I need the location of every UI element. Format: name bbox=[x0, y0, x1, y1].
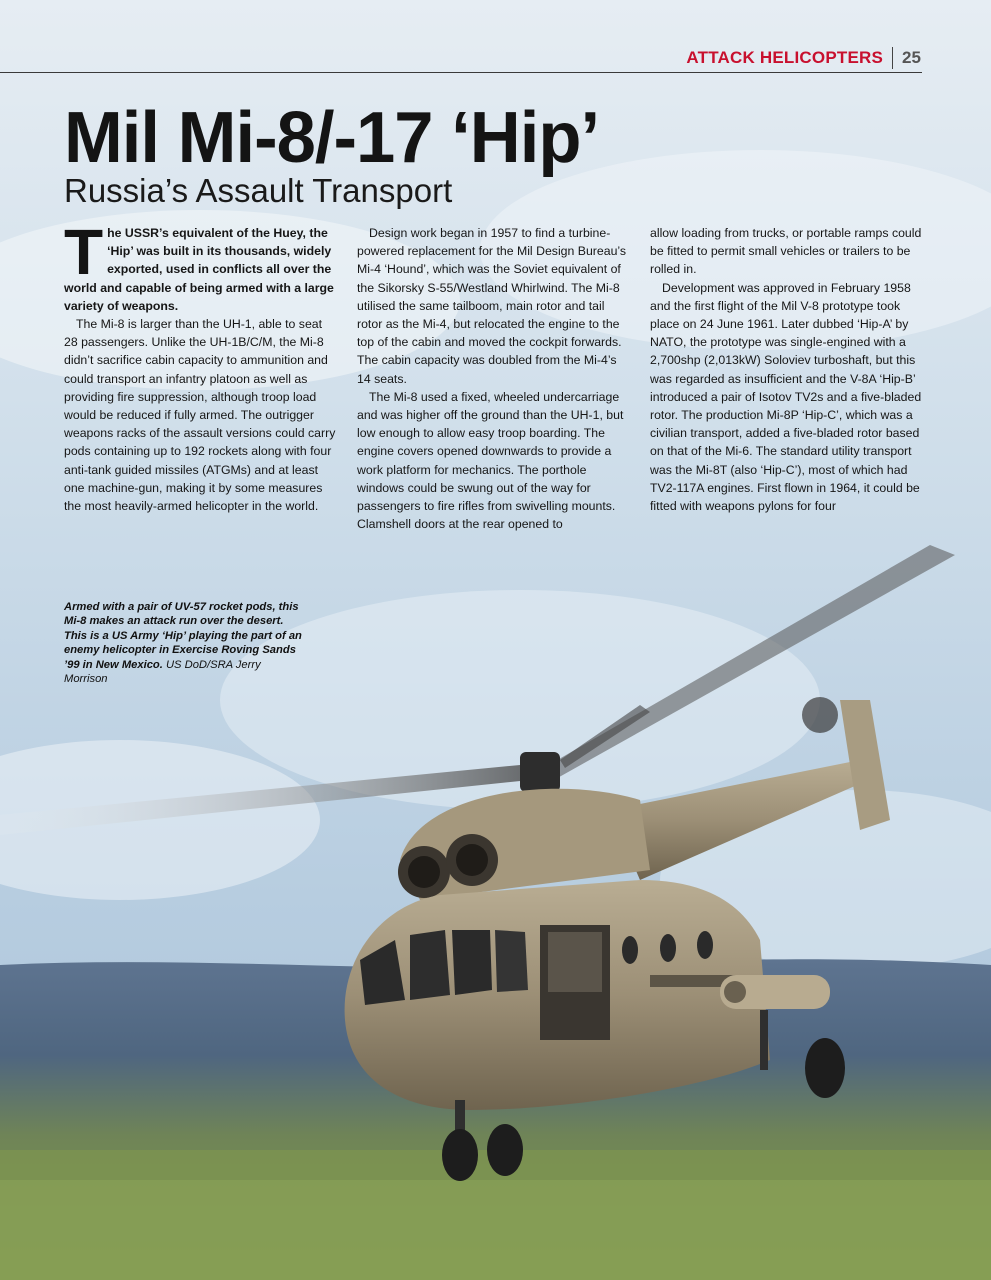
text-column-1 bbox=[64, 216, 336, 515]
article-subtitle: Russia’s Assault Transport bbox=[64, 172, 453, 209]
header-rule bbox=[0, 72, 922, 73]
body-paragraph: allow loading from trucks, or portable ramps could be fitted to permit small vehicles or trailers to be rolled in. bbox=[650, 226, 922, 277]
section-label: ATTACK HELICOPTERS bbox=[686, 48, 883, 67]
text-column-3 bbox=[650, 224, 922, 515]
photo-caption bbox=[64, 600, 304, 686]
body-paragraph: Design work began in 1957 to find a turbine-powered replacement for the Mil Design Bureau’s Mi-4 ‘Hound’, which was the Soviet equivalent of the Sikorsky S-55/Westland Whirlwind. The Mi-8 utilised the same tailboom, main rotor and tail rotor as the Mi-4, but relocated the engine to the top of the cabin and moved the cockpit forwards. The cabin capacity was doubled from the Mi-4’s 14 seats. bbox=[357, 226, 627, 386]
caption-text: Armed with a pair of UV-57 rocket pods, this Mi-8 makes an attack run over the desert. This is a US Army ‘Hip’ playing the part of an enemy helicopter in Exercise Roving Sands ’99 in New Mexico. bbox=[64, 601, 302, 671]
header-separator bbox=[892, 47, 893, 69]
photo-credit: US DoD/SRA Jerry Morrison bbox=[64, 658, 261, 686]
body-paragraph: The Mi-8 is larger than the UH-1, able to seat 28 passengers. Unlike the UH-1B/C/M, the Mi-8 didn’t sacrifice cabin capacity to ammunition and could transport an infantry platoon as well as providing fire suppression, although troop load would be reduced if fully armed. The outrigger weapons racks of the assault versions could carry pods containing up to 192 rockets along with four anti-tank guided missiles (ATGMs) and at least one machine-gun, making it by some measures the most heavily-armed helicopter in the world. bbox=[64, 317, 336, 514]
lead-paragraph bbox=[64, 216, 336, 315]
article-title: Mil Mi-8/-17 ‘Hip’ bbox=[64, 98, 600, 178]
drop-cap: T bbox=[64, 216, 104, 288]
page-number: 25 bbox=[902, 48, 921, 67]
lead-text: he USSR’s equivalent of the Huey, the ‘Hip’ was built in its thousands, widely exported, used in conflicts all over the world and capable of being armed with a large variety of weapons. bbox=[64, 226, 334, 313]
body-paragraph: Development was approved in February 1958 and the first flight of the Mil V-8 prototype took place on 24 June 1961. Later dubbed ‘Hip-A’ by NATO, the prototype was single-engined with a 2,700shp (2,013kW) Soloviev turboshaft, but this was regarded as insufficient and the V-8A ‘Hip-B’ introduced a pair of Isotov TV2s and a five-bladed rotor. The production Mi-8P ‘Hip-C’, which was a civilian transport, added a five-bladed rotor based on that of the Mi-6. The standard utility transport was the Mi-8T (also ‘Hip-C’), most of which had TV2-117A engines. First flown in 1964, it could be fitted with weapons pylons for four bbox=[650, 280, 922, 514]
body-paragraph: The Mi-8 used a fixed, wheeled undercarriage and was higher off the ground than the UH-1, but low enough to allow easy troop boarding. The engine covers opened downwards to provide a work platform for mechanics. The porthole windows could be swung out of the way for passengers to fire rifles from swivelling mounts. Clamshell doors at the rear opened to bbox=[357, 389, 624, 532]
text-column-2 bbox=[357, 224, 629, 533]
